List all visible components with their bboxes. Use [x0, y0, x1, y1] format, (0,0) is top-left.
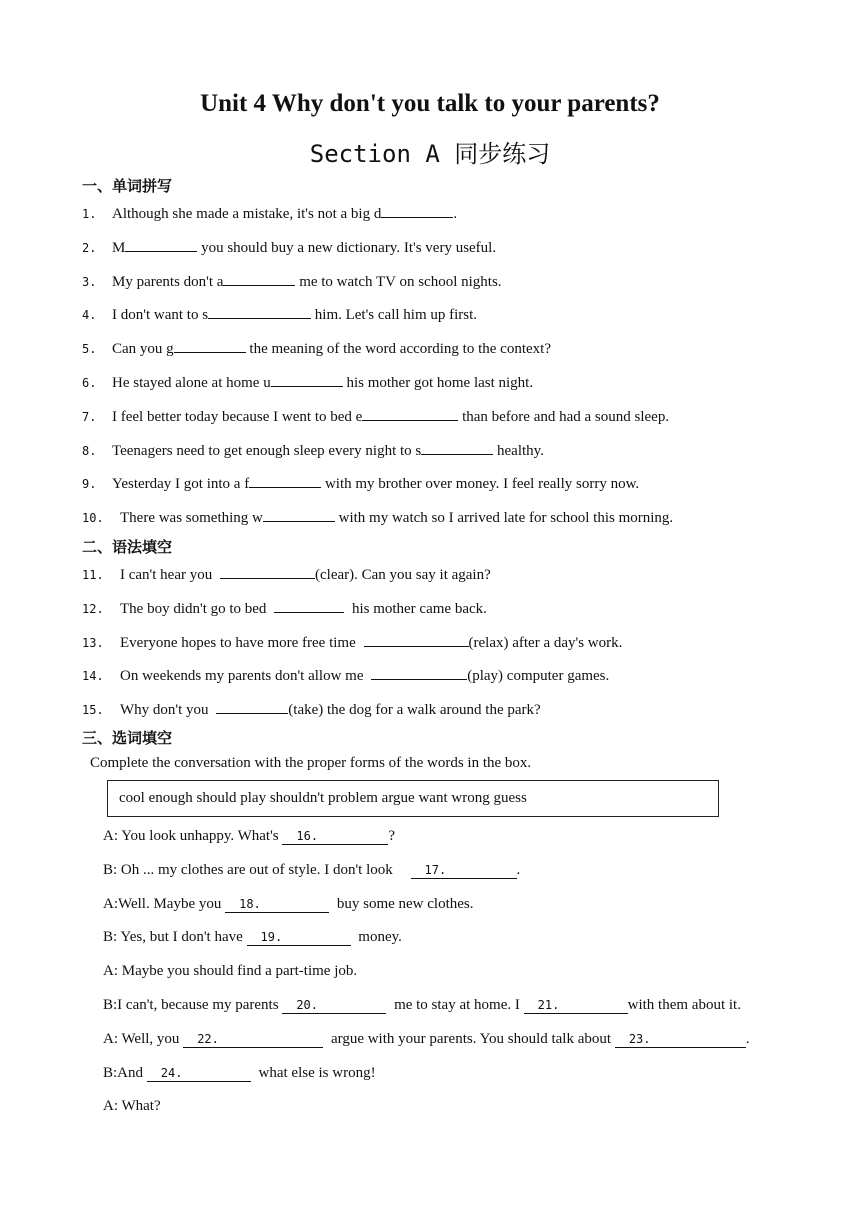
answer-blank[interactable]: [208, 304, 311, 319]
item-text: My parents don't a: [112, 274, 224, 290]
dialogue-line: [103, 828, 395, 845]
item-text: than before and had a sound sleep.: [458, 409, 670, 425]
answer-blank[interactable]: [223, 271, 295, 286]
item-text: Although she made a mistake, it's not a big d: [112, 206, 382, 222]
answer-blank[interactable]: [125, 237, 197, 252]
answer-blank[interactable]: 23.: [615, 1031, 746, 1048]
dialogue-line: [103, 929, 402, 946]
item-number: 10.: [82, 511, 104, 525]
page-subtitle: Section A 同步练习: [309, 140, 551, 168]
item-number: 13.: [82, 636, 104, 650]
spelling-item: [82, 338, 551, 358]
item-text: Yesterday I got into a f: [112, 476, 250, 492]
spelling-item: [82, 406, 669, 426]
dialogue-line: [103, 862, 520, 879]
dialogue-text: A: Well, you: [103, 1031, 184, 1047]
dialogue-line: [103, 1065, 376, 1082]
instruction-text: Complete the conversation with the proper forms of the words in the box.: [90, 755, 532, 771]
answer-blank[interactable]: [220, 564, 315, 579]
grammar-item: [82, 598, 487, 618]
page-title: Unit 4 Why don't you talk to your parents?: [200, 90, 660, 117]
answer-blank[interactable]: 19.: [247, 929, 351, 946]
item-text: you should buy a new dictionary. It's very useful.: [197, 240, 497, 256]
item-text: I feel better today because I went to bed e: [112, 409, 363, 425]
dialogue-text: A: You look unhappy. What's: [103, 828, 283, 844]
item-text: .: [453, 206, 458, 222]
answer-blank[interactable]: [362, 406, 458, 421]
item-number: 9.: [82, 477, 97, 491]
item-text: him. Let's call him up first.: [311, 307, 478, 323]
dialogue-text: buy some new clothes.: [333, 896, 474, 912]
item-text: (take) the dog for a walk around the park?: [288, 702, 541, 718]
item-text: his mother got home last night.: [342, 375, 534, 391]
dialogue-line: [103, 997, 741, 1014]
spelling-item: [82, 507, 673, 527]
spelling-item: [82, 304, 477, 324]
dialogue-line: [103, 1031, 750, 1048]
dialogue-text: .: [516, 862, 521, 878]
item-number: 5.: [82, 342, 97, 356]
dialogue-line: [103, 896, 474, 913]
dialogue-line: A: What?: [103, 1098, 161, 1114]
answer-blank[interactable]: [274, 598, 344, 613]
dialogue-text: B: Yes, but I don't have: [103, 929, 247, 945]
item-number: 6.: [82, 376, 97, 390]
grammar-item: [82, 632, 622, 652]
item-number: 12.: [82, 602, 104, 616]
dialogue-text: what else is wrong!: [254, 1065, 376, 1081]
answer-blank[interactable]: 18.: [225, 896, 329, 913]
word-box: [107, 780, 719, 817]
spelling-item: [82, 440, 544, 460]
dialogue-text: with them about it.: [627, 997, 741, 1013]
item-text: I can't hear you: [120, 567, 216, 583]
dialogue-text: B:I can't, because my parents: [103, 997, 283, 1013]
item-text: On weekends my parents don't allow me: [120, 668, 368, 684]
item-text: M: [112, 240, 126, 256]
item-text: Why don't you: [120, 702, 213, 718]
answer-blank[interactable]: 24.: [147, 1065, 251, 1082]
item-text: He stayed alone at home u: [112, 375, 271, 391]
answer-blank[interactable]: 21.: [524, 997, 628, 1014]
answer-blank[interactable]: [263, 507, 335, 522]
item-number: 11.: [82, 568, 104, 582]
item-number: 14.: [82, 669, 104, 683]
item-number: 3.: [82, 275, 97, 289]
answer-blank[interactable]: 17.: [411, 862, 517, 879]
word-box-text: cool enough should play shouldn't problem argue want wrong guess: [119, 790, 527, 806]
answer-blank[interactable]: 22.: [183, 1031, 323, 1048]
answer-blank[interactable]: [371, 665, 467, 680]
answer-blank[interactable]: [364, 632, 469, 647]
item-text: The boy didn't go to bed: [120, 601, 271, 617]
grammar-item: [82, 564, 491, 584]
answer-blank[interactable]: [174, 338, 246, 353]
spelling-item: [82, 372, 533, 392]
dialogue-text: money.: [354, 929, 402, 945]
answer-blank[interactable]: [271, 372, 343, 387]
item-text: There was something w: [120, 510, 263, 526]
item-text: with my watch so I arrived late for school this morning.: [334, 510, 674, 526]
item-text: (play) computer games.: [467, 668, 610, 684]
spelling-item: [82, 271, 502, 291]
section-heading-grammar: 二、语法填空: [82, 538, 173, 556]
dialogue-text: A:Well. Maybe you: [103, 896, 226, 912]
item-number: 7.: [82, 410, 97, 424]
item-text: the meaning of the word according to the context?: [245, 341, 551, 357]
item-text: I don't want to s: [112, 307, 209, 323]
item-text: with my brother over money. I feel really sorry now.: [321, 476, 640, 492]
answer-blank[interactable]: [381, 203, 453, 218]
dialogue-text: argue with your parents. You should talk about: [327, 1031, 615, 1047]
dialogue-text: me to stay at home. I: [390, 997, 524, 1013]
spelling-item: [82, 203, 457, 223]
item-text: Can you g: [112, 341, 174, 357]
answer-blank[interactable]: [421, 440, 493, 455]
item-number: 4.: [82, 308, 97, 322]
answer-blank[interactable]: 16.: [282, 828, 388, 845]
item-number: 8.: [82, 444, 97, 458]
spelling-item: [82, 473, 639, 493]
item-text: (relax) after a day's work.: [468, 635, 623, 651]
item-number: 1.: [82, 207, 97, 221]
item-text: Everyone hopes to have more free time: [120, 635, 360, 651]
item-text: his mother came back.: [348, 601, 487, 617]
item-text: me to watch TV on school nights.: [295, 274, 502, 290]
grammar-item: [82, 665, 609, 685]
item-text: healthy.: [493, 443, 544, 459]
section-heading-word-choice: 三、选词填空: [82, 729, 173, 747]
dialogue-line: A: Maybe you should find a part-time job.: [103, 963, 358, 979]
dialogue-text: .: [745, 1031, 750, 1047]
grammar-item: [82, 699, 541, 719]
dialogue-text: ?: [388, 828, 396, 844]
item-number: 15.: [82, 703, 104, 717]
item-text: Teenagers need to get enough sleep every night to s: [112, 443, 422, 459]
item-text: (clear). Can you say it again?: [315, 567, 491, 583]
item-number: 2.: [82, 241, 97, 255]
spelling-item: [82, 237, 496, 257]
section-heading-spelling: 一、单词拼写: [82, 177, 173, 195]
dialogue-text: B:And: [103, 1065, 147, 1081]
answer-blank[interactable]: [216, 699, 288, 714]
answer-blank[interactable]: [249, 473, 321, 488]
dialogue-text: B: Oh ... my clothes are out of style. I don't look: [103, 862, 397, 878]
answer-blank[interactable]: 20.: [282, 997, 386, 1014]
